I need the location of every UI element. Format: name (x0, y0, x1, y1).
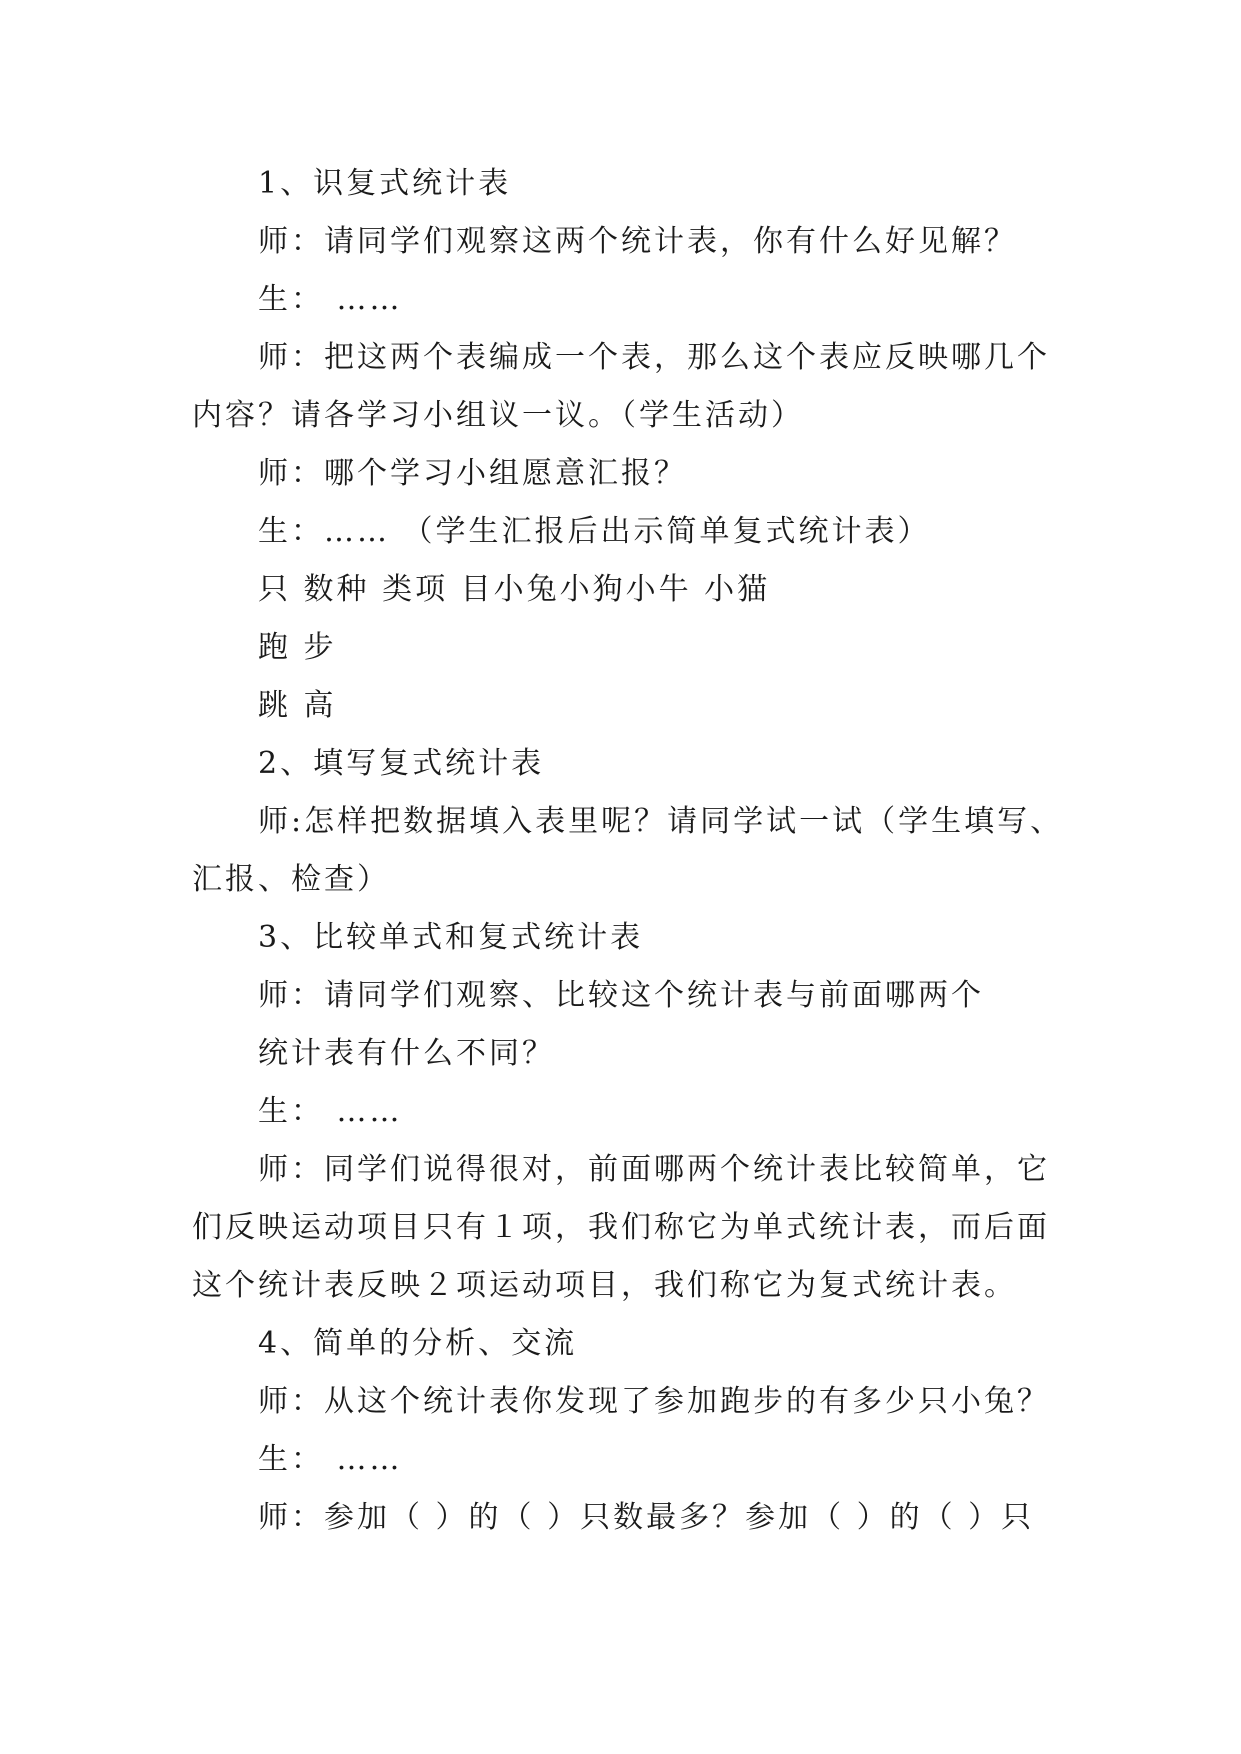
teacher-line-continued: 汇报、检查） (192, 862, 390, 897)
teacher-line: 师:怎样把数据填入表里呢？请同学试一试（学生填写、 (258, 804, 1064, 839)
teacher-line-continued: 内容？请各学习小组议一议。（学生活动） (192, 398, 804, 433)
section-heading-2: 2、填写复式统计表 (258, 746, 545, 781)
teacher-line: 师：从这个统计表你发现了参加跑步的有多少只小兔？ (258, 1384, 1050, 1419)
table-header-row: 只 数种 类项 目小兔小狗小牛 小猫 (258, 572, 771, 607)
student-line: 生： …… (258, 1094, 403, 1129)
teacher-line: 师：同学们说得很对，前面哪两个统计表比较简单，它 (258, 1152, 1050, 1187)
section-heading-3: 3、比较单式和复式统计表 (258, 920, 644, 955)
teacher-line-continued: 统计表有什么不同？ (258, 1036, 555, 1071)
table-row-high-jump: 跳 高 (258, 688, 337, 723)
teacher-line-continued: 们反映运动项目只有１项，我们称它为单式统计表，而后面 (192, 1210, 1050, 1245)
student-line: 生： …… (258, 282, 403, 317)
section-heading-1: 1、识复式统计表 (258, 166, 512, 201)
teacher-line-continued: 这个统计表反映２项运动项目，我们称它为复式统计表。 (192, 1268, 1017, 1303)
student-line: 生：…… （学生汇报后出示简单复式统计表） (258, 514, 931, 549)
table-row-running: 跑 步 (258, 630, 337, 665)
teacher-line: 师：把这两个表编成一个表，那么这个表应反映哪几个 (258, 340, 1050, 375)
teacher-line: 师：请同学们观察这两个统计表，你有什么好见解？ (258, 224, 1017, 259)
teacher-line: 师：请同学们观察、比较这个统计表与前面哪两个 (258, 978, 984, 1013)
teacher-line: 师：哪个学习小组愿意汇报？ (258, 456, 687, 491)
teacher-line: 师：参加（ ）的（ ）只数最多？参加（ ）的（ ）只 (258, 1500, 1035, 1535)
section-heading-4: 4、简单的分析、交流 (258, 1326, 578, 1361)
student-line: 生： …… (258, 1442, 403, 1477)
